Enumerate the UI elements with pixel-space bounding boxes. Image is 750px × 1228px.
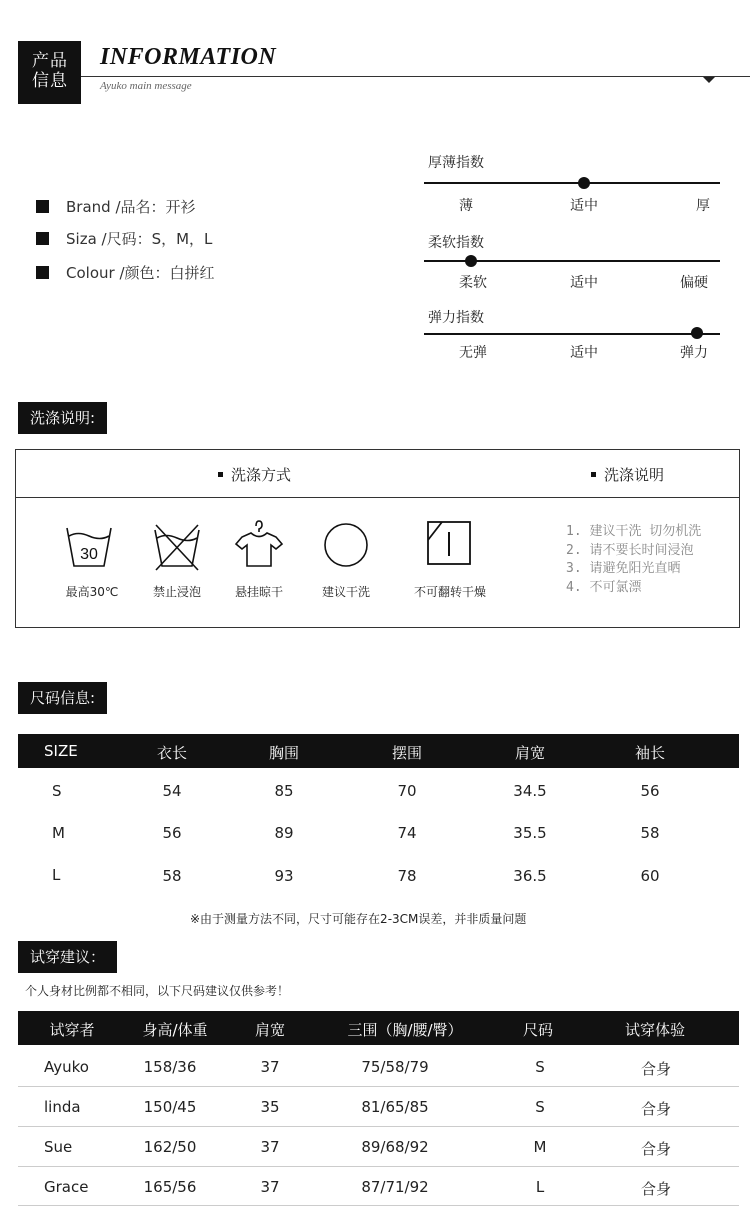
- fit-cell: 150/45: [143, 1098, 197, 1116]
- size-cell: 78: [397, 867, 417, 885]
- fit-cell: 89/68/92: [361, 1138, 429, 1156]
- elasticity-label-low: 无弹: [459, 345, 487, 361]
- fit-row-divider: [18, 1126, 739, 1127]
- softness-label-low: 柔软: [459, 275, 487, 291]
- thickness-label-high: 厚: [696, 198, 710, 214]
- size-cell: 93: [274, 867, 294, 885]
- triangle-down-icon: [703, 77, 715, 83]
- fit-cell: 37: [260, 1178, 280, 1196]
- wash-note-item: 4. 不可氯漂: [566, 580, 642, 595]
- no-tumble-dry-icon: [424, 518, 474, 568]
- square-bullet-icon: [36, 266, 49, 279]
- product-info-logo: [18, 41, 81, 104]
- logo-line-1: 产品: [32, 51, 68, 71]
- fit-cell: Grace: [44, 1178, 89, 1196]
- fit-cell: 合身: [640, 1180, 671, 1198]
- fit-cell: S: [535, 1058, 545, 1076]
- fit-cell: 合身: [640, 1060, 671, 1078]
- size-cell: 58: [640, 824, 660, 842]
- elasticity-index-title: 弹力指数: [428, 310, 484, 326]
- wash-method-heading-text: 洗涤方式: [231, 466, 292, 484]
- square-bullet-icon: [218, 472, 223, 477]
- fit-cell: 158/36: [143, 1058, 197, 1076]
- size-cell: L: [52, 866, 61, 884]
- thickness-label-mid: 适中: [570, 198, 598, 214]
- wash-temperature-text: 30: [80, 546, 98, 563]
- attribute-brand: [36, 196, 196, 217]
- fit-cell: linda: [44, 1098, 81, 1116]
- fit-col-header: 身高/体重: [142, 1021, 208, 1039]
- size-cell: 56: [640, 782, 660, 800]
- size-cell: 85: [274, 782, 294, 800]
- wash-note-item: 1. 建议干洗 切勿机洗: [566, 524, 702, 539]
- thickness-index-track: [424, 182, 720, 184]
- fit-row-divider: [18, 1086, 739, 1087]
- size-cell: 34.5: [513, 782, 547, 800]
- size-disclaimer: ※由于测量方法不同，尺寸可能存在2-3CM误差，并非质量问题: [190, 912, 527, 926]
- logo-line-2: 信息: [32, 71, 68, 91]
- thickness-label-low: 薄: [459, 198, 473, 214]
- fit-cell: M: [533, 1138, 547, 1156]
- size-col-header: 摆围: [391, 744, 422, 762]
- fit-section-tag: 试穿建议：: [18, 941, 117, 973]
- fit-cell: 35: [260, 1098, 280, 1116]
- size-cell: 54: [162, 782, 182, 800]
- size-section-tag: 尺码信息:: [18, 682, 107, 714]
- size-cell: 56: [162, 824, 182, 842]
- square-bullet-icon: [36, 200, 49, 213]
- attribute-colour: [36, 262, 215, 283]
- fit-cell: 37: [260, 1058, 280, 1076]
- attribute-text: Colour /颜色：白拼红: [66, 264, 215, 282]
- size-cell: M: [52, 824, 65, 842]
- wash-method-heading: [218, 464, 291, 485]
- fit-col-header: 试穿体验: [624, 1021, 685, 1039]
- square-bullet-icon: [36, 232, 49, 245]
- elasticity-index-marker: [691, 327, 703, 339]
- fit-cell: L: [535, 1178, 545, 1196]
- fit-cell: 87/71/92: [361, 1178, 429, 1196]
- softness-label-high: 偏硬: [680, 275, 708, 291]
- elasticity-label-mid: 适中: [570, 345, 598, 361]
- size-col-header: SIZE: [44, 742, 78, 760]
- size-cell: 70: [397, 782, 417, 800]
- fit-cell: 75/58/79: [361, 1058, 429, 1076]
- fit-col-header: 尺码: [522, 1021, 553, 1039]
- wash-section-tag: 洗涤说明:: [18, 402, 107, 434]
- fit-cell: 81/65/85: [361, 1098, 429, 1116]
- attribute-size: [36, 228, 212, 249]
- hang-dry-icon: [234, 520, 284, 570]
- fit-cell: 合身: [640, 1100, 671, 1118]
- page-title: INFORMATION: [100, 44, 277, 70]
- size-cell: 35.5: [513, 824, 547, 842]
- wash-icon-label: 悬挂晾干: [234, 585, 283, 599]
- fit-col-header: 试穿者: [49, 1021, 95, 1039]
- wash-icon-label: 建议干洗: [321, 585, 370, 599]
- wash-icon-label: 禁止浸泡: [152, 585, 201, 599]
- size-col-header: 袖长: [634, 744, 665, 762]
- size-cell: 36.5: [513, 867, 547, 885]
- fit-cell: 合身: [640, 1140, 671, 1158]
- fit-intro: 个人身材比例都不相同，以下尺码建议仅供参考！: [25, 984, 290, 998]
- wash-note-item: 3. 请避免阳光直晒: [566, 561, 681, 576]
- wash-note-item: 2. 请不要长时间浸泡: [566, 543, 694, 558]
- size-cell: 60: [640, 867, 660, 885]
- header-divider: [81, 76, 750, 77]
- page-subtitle: Ayuko main message: [100, 80, 192, 92]
- wash-30-icon: [64, 522, 114, 572]
- fit-row-divider: [18, 1166, 739, 1167]
- softness-label-mid: 适中: [570, 275, 598, 291]
- dry-clean-icon: [321, 520, 371, 570]
- size-col-header: 衣长: [156, 744, 187, 762]
- fit-col-header: 肩宽: [254, 1021, 285, 1039]
- square-bullet-icon: [591, 472, 596, 477]
- fit-cell: Sue: [44, 1138, 73, 1156]
- fit-cell: 162/50: [143, 1138, 197, 1156]
- size-col-header: 胸围: [268, 744, 299, 762]
- thickness-index-title: 厚薄指数: [428, 155, 484, 171]
- elasticity-index-track: [424, 333, 720, 335]
- softness-index-title: 柔软指数: [428, 235, 484, 251]
- attribute-text: Brand /品名：开衫: [66, 198, 196, 216]
- size-cell: 74: [397, 824, 417, 842]
- size-cell: 58: [162, 867, 182, 885]
- fit-cell: S: [535, 1098, 545, 1116]
- size-cell: 89: [274, 824, 294, 842]
- no-soak-icon: [152, 522, 202, 572]
- wash-icon-label: 不可翻转干燥: [413, 585, 486, 599]
- thickness-index-marker: [578, 177, 590, 189]
- wash-notes-heading-text: 洗涤说明: [604, 466, 665, 484]
- softness-index-marker: [465, 255, 477, 267]
- fit-row-divider: [18, 1205, 739, 1206]
- fit-cell: 165/56: [143, 1178, 197, 1196]
- fit-col-header: 三围（胸/腰/臀）: [347, 1021, 463, 1039]
- size-cell: S: [52, 782, 62, 800]
- elasticity-label-high: 弹力: [680, 345, 708, 361]
- wash-panel-divider: [16, 497, 739, 498]
- size-col-header: 肩宽: [514, 744, 545, 762]
- wash-icon-label: 最高30℃: [65, 585, 119, 599]
- fit-cell: Ayuko: [44, 1058, 89, 1076]
- wash-notes-heading: [591, 464, 664, 485]
- attribute-text: Siza /尺码：S，M，L: [66, 230, 213, 248]
- fit-cell: 37: [260, 1138, 280, 1156]
